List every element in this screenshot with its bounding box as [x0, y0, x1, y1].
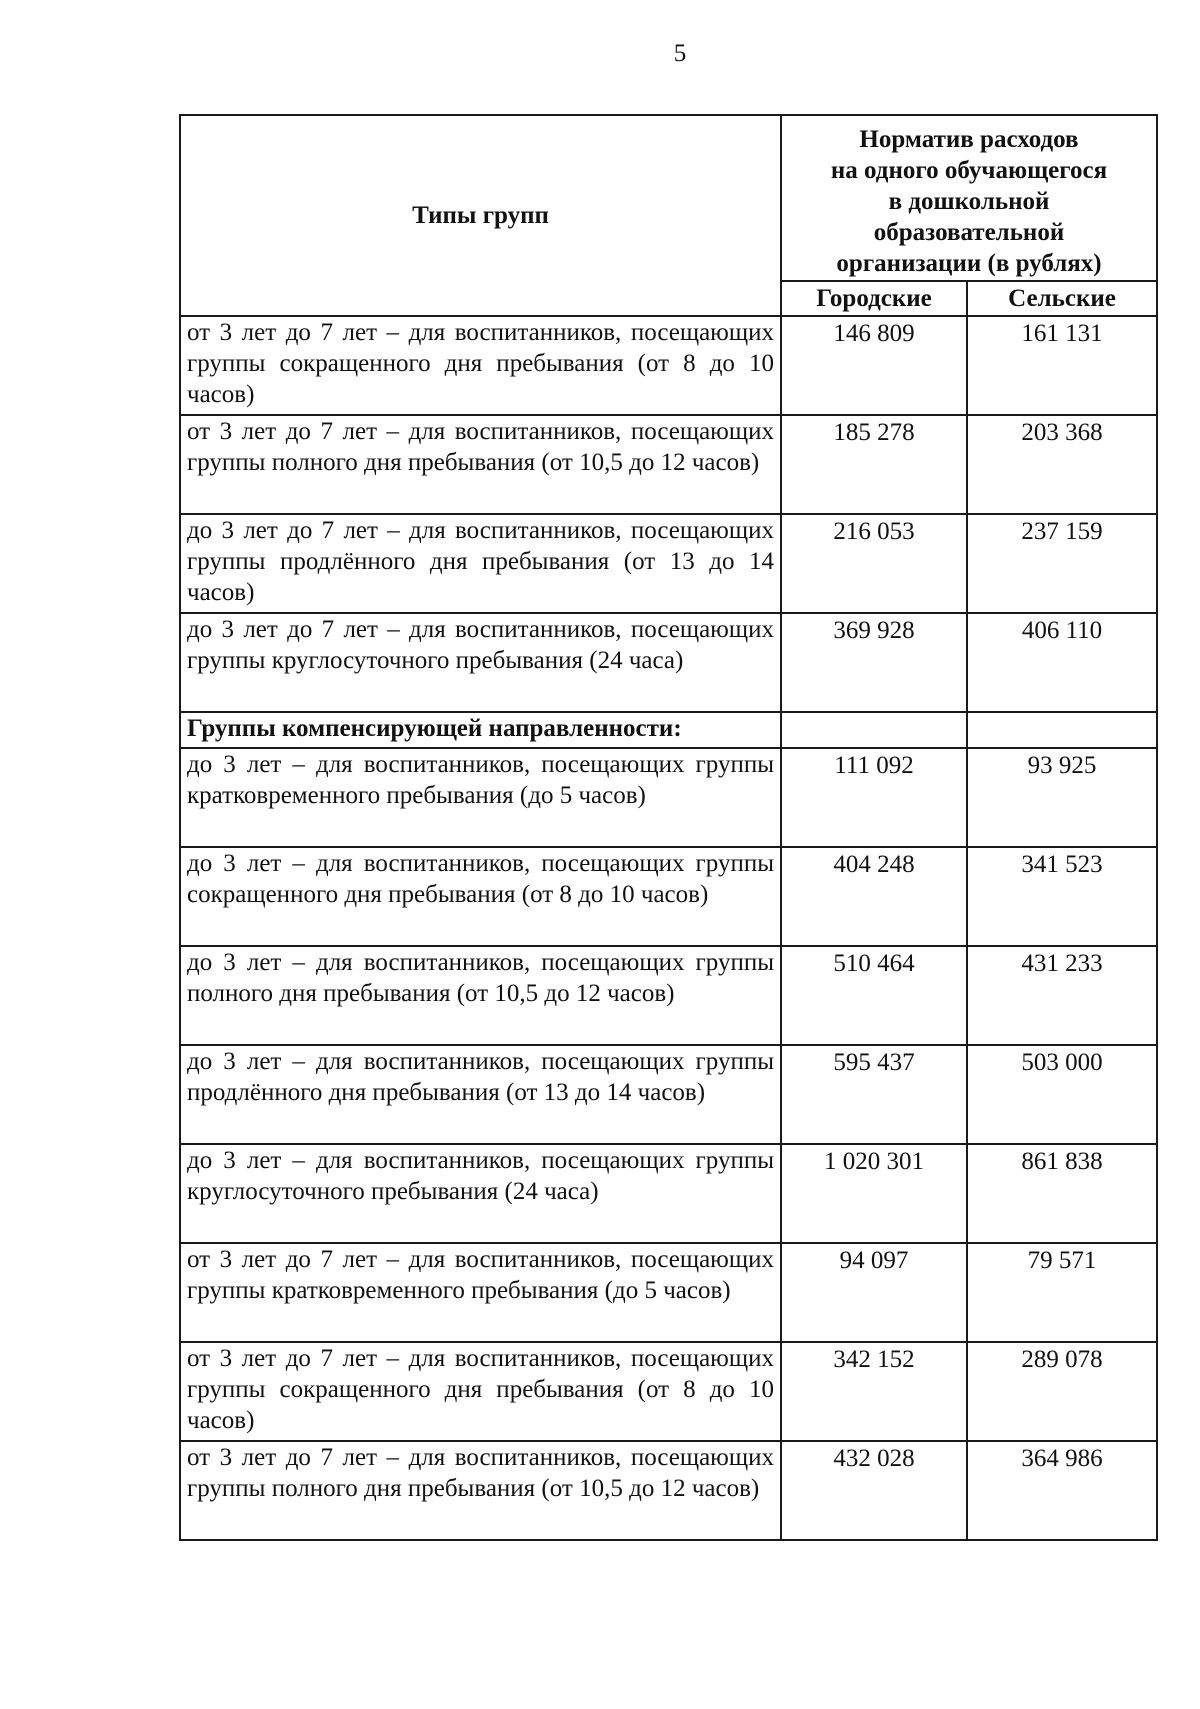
- table-row: [180, 1045, 1157, 1144]
- rural-value-cell: 161 131: [967, 316, 1157, 415]
- section-row: [180, 712, 1157, 748]
- header-norm-line: Норматив расходов: [859, 125, 1079, 153]
- group-type-cell: от 3 лет до 7 лет – для воспитанников, посещающих группы сокращенного дня пребывания (от 8 до 10 часов): [180, 316, 781, 415]
- group-type-cell: от 3 лет до 7 лет – для воспитанников, посещающих группы сокращенного дня пребывания (от 8 до 10 часов): [180, 1342, 781, 1441]
- city-value-cell: 369 928: [781, 613, 967, 712]
- city-value-cell: 404 248: [781, 847, 967, 946]
- city-value-cell: 146 809: [781, 316, 967, 415]
- group-type-cell: до 3 лет – для воспитанников, посещающих группы полного дня пребывания (от 10,5 до 12 часов): [180, 946, 781, 1045]
- table-row: [180, 1144, 1157, 1243]
- section-title-cell: Группы компенсирующей направленности:: [180, 712, 781, 748]
- city-value-cell: 216 053: [781, 514, 967, 613]
- table-row: [180, 1243, 1157, 1342]
- empty-cell: [781, 712, 967, 748]
- rural-value-cell: 203 368: [967, 415, 1157, 514]
- group-type-cell: до 3 лет – для воспитанников, посещающих группы сокращенного дня пребывания (от 8 до 10 часов): [180, 847, 781, 946]
- group-type-cell: до 3 лет – для воспитанников, посещающих группы кратковременного пребывания (до 5 часов): [180, 748, 781, 847]
- group-type-cell: до 3 лет до 7 лет – для воспитанников, посещающих группы круглосуточного пребывания (24 часа): [180, 613, 781, 712]
- empty-cell: [967, 712, 1157, 748]
- table-row: [180, 847, 1157, 946]
- rural-value-cell: 79 571: [967, 1243, 1157, 1342]
- city-value-cell: 1 020 301: [781, 1144, 967, 1243]
- rural-value-cell: 237 159: [967, 514, 1157, 613]
- city-value-cell: 342 152: [781, 1342, 967, 1441]
- header-norm-line: на одного обучающегося: [830, 156, 1108, 184]
- group-type-cell: от 3 лет до 7 лет – для воспитанников, посещающих группы кратковременного пребывания (до 5 часов): [180, 1243, 781, 1342]
- table-row: [180, 514, 1157, 613]
- city-value-cell: 185 278: [781, 415, 967, 514]
- table-row: [180, 1342, 1157, 1441]
- table-row: [180, 946, 1157, 1045]
- header-city: Городские: [781, 281, 967, 316]
- header-expense-norm: [781, 115, 1157, 281]
- header-norm-line: организации (в рублях): [836, 249, 1102, 277]
- rural-value-cell: 289 078: [967, 1342, 1157, 1441]
- rural-value-cell: 406 110: [967, 613, 1157, 712]
- table-row: [180, 1441, 1157, 1540]
- group-type-cell: от 3 лет до 7 лет – для воспитанников, посещающих группы полного дня пребывания (от 10,5 до 12 часов): [180, 1441, 781, 1540]
- table-row: [180, 613, 1157, 712]
- city-value-cell: 94 097: [781, 1243, 967, 1342]
- group-type-cell: до 3 лет – для воспитанников, посещающих группы круглосуточного пребывания (24 часа): [180, 1144, 781, 1243]
- group-type-cell: до 3 лет до 7 лет – для воспитанников, посещающих группы продлённого дня пребывания (от 13 до 14 часов): [180, 514, 781, 613]
- header-group-types: Типы групп: [180, 115, 781, 316]
- table-row: [180, 748, 1157, 847]
- rural-value-cell: 431 233: [967, 946, 1157, 1045]
- expense-norms-table: [179, 114, 1158, 1541]
- rural-value-cell: 861 838: [967, 1144, 1157, 1243]
- header-norm-line: образовательной: [873, 218, 1065, 246]
- rural-value-cell: 341 523: [967, 847, 1157, 946]
- page-number: 5: [673, 40, 687, 67]
- city-value-cell: 510 464: [781, 946, 967, 1045]
- city-value-cell: 432 028: [781, 1441, 967, 1540]
- rural-value-cell: 93 925: [967, 748, 1157, 847]
- group-type-cell: до 3 лет – для воспитанников, посещающих группы продлённого дня пребывания (от 13 до 14 часов): [180, 1045, 781, 1144]
- city-value-cell: 595 437: [781, 1045, 967, 1144]
- group-type-cell: от 3 лет до 7 лет – для воспитанников, посещающих группы полного дня пребывания (от 10,5 до 12 часов): [180, 415, 781, 514]
- table-row: [180, 316, 1157, 415]
- rural-value-cell: 364 986: [967, 1441, 1157, 1540]
- table-row: [180, 415, 1157, 514]
- header-norm-line: в дошкольной: [888, 187, 1050, 215]
- rural-value-cell: 503 000: [967, 1045, 1157, 1144]
- city-value-cell: 111 092: [781, 748, 967, 847]
- header-rural: Сельские: [967, 281, 1157, 316]
